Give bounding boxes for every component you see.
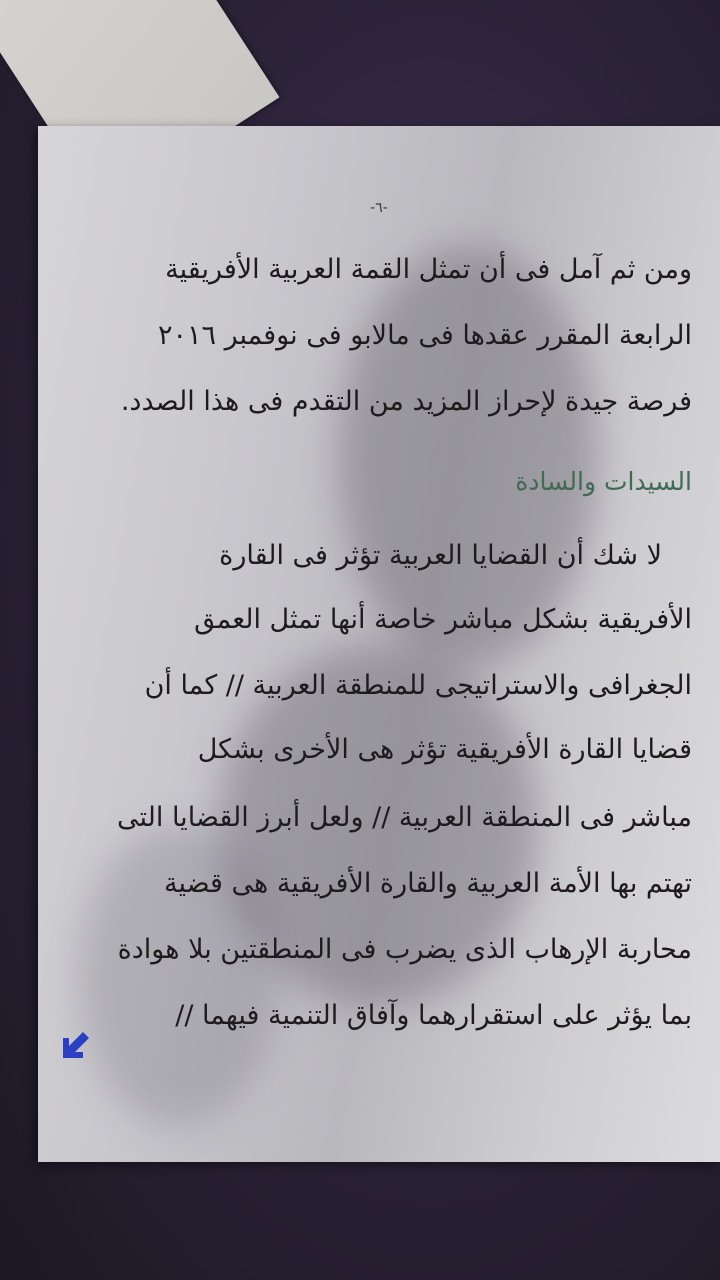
paragraph-line: مباشر فى المنطقة العربية // ولعل أبرز القضايا التى — [116, 802, 692, 833]
paragraph-line: محاربة الإرهاب الذى يضرب فى المنطقتين بلا هوادة — [117, 934, 692, 965]
paragraph-line: فرصة جيدة لإحراز المزيد من التقدم فى هذا الصدد. — [120, 386, 692, 417]
paragraph-line: ومن ثم آمل فى أن تمثل القمة العربية الأفريقية — [165, 254, 692, 285]
paragraph-line: الجغرافى والاستراتيجى للمنطقة العربية // كما أن — [144, 670, 692, 701]
paragraph-line: بما يؤثر على استقرارهما وآفاق التنمية فيهما // — [175, 1000, 692, 1031]
paragraph-line: قضايا القارة الأفريقية تؤثر هى الأخرى بشكل — [197, 734, 692, 765]
paragraph-line: لا شك أن القضايا العربية تؤثر فى القارة — [219, 540, 662, 571]
page-number: -٦- — [370, 200, 388, 216]
paragraph-line: تهتم بها الأمة العربية والقارة الأفريقية هى قضية — [164, 868, 692, 899]
document-text — [50, 126, 692, 1126]
document-page — [38, 126, 720, 1162]
section-heading: السيدات والسادة — [515, 467, 692, 496]
arrow-down-left-icon — [62, 1032, 90, 1060]
paragraph-line: الرابعة المقرر عقدها فى مالابو فى نوفمبر ٢٠١٦ — [158, 320, 692, 351]
paragraph-line: الأفريقية بشكل مباشر خاصة أنها تمثل العمق — [194, 604, 692, 635]
